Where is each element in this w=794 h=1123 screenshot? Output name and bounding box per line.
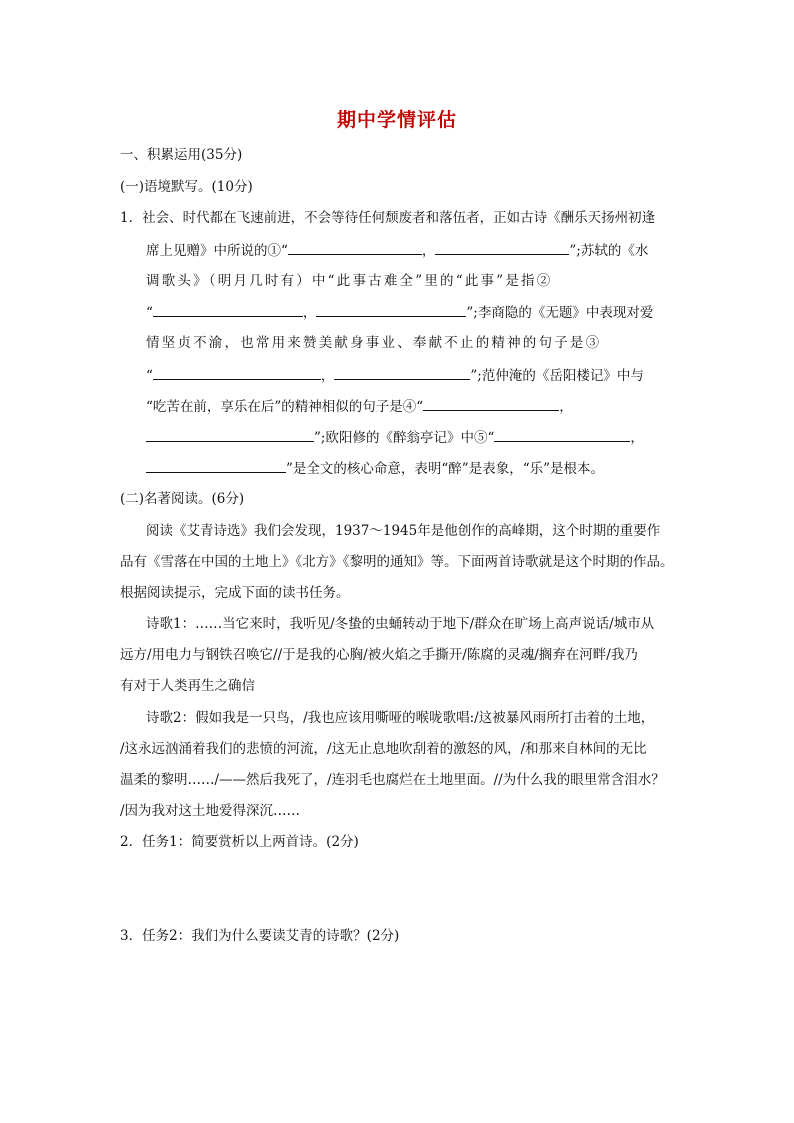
question-1-line: 1．社会、时代都在飞速前进，不会等待任何颓废者和落伍者，正如古诗《酬乐天扬州初逢	[120, 210, 656, 226]
question-1-line: “吃苦在前，享乐在后”的精神相似的句子是④“ ，	[146, 399, 573, 415]
part-heading: (二)名著阅读。(6分)	[120, 491, 245, 507]
answer-blank-2a[interactable]	[153, 303, 303, 317]
poem-2-line: /因为我对这土地爱得深沉……	[120, 803, 301, 819]
section-heading: 一、积累运用(35分)	[120, 147, 243, 163]
reading-paragraph-line: 根据阅读提示，完成下面的读书任务。	[120, 585, 350, 601]
poem-1-line: 诗歌1：……当它来时，我听见/冬蛰的虫蛹转动于地下/群众在旷场上高声说话/城市从	[146, 616, 655, 632]
part-heading: (一)语境默写。(10分)	[120, 179, 253, 195]
poem-1-line: 有对于人类再生之确信	[120, 678, 255, 694]
question-1-line: ”是全文的核心命意，表明“醉”是表象，“乐”是根本。	[146, 459, 604, 478]
poem-2-line: 温柔的黎明……/——然后我死了，/连羽毛也腐烂在土地里面。//为什么我的眼里常含泪水？	[120, 772, 665, 788]
question-1-line: ”;欧阳修的《醉翁亭记》中⑤“ ，	[146, 428, 644, 447]
answer-blank-4b[interactable]	[146, 428, 314, 442]
question-3: 3．任务2：我们为什么要读艾青的诗歌？(2分)	[120, 928, 400, 944]
poem-1-line: 远方/用电力与钢铁召唤它//于是我的心胸/被火焰之手撕开/陈腐的灵魂/搁弃在河畔/我乃	[120, 647, 638, 663]
answer-blank-4a[interactable]	[423, 397, 559, 411]
question-1-line: 席上见赠》中所说的①“ ， ”;苏轼的《水	[146, 243, 649, 259]
answer-blank-2b[interactable]	[316, 303, 466, 317]
page-title: 期中学情评估	[336, 109, 457, 131]
question-1-line: 调歌头》（明月几时有）中“此事古难全”里的“此事”是指②	[146, 273, 553, 289]
poem-2-line: /这永远汹涌着我们的悲愤的河流，/这无止息地吹刮着的激怒的风，/和那来自林间的无比	[120, 741, 647, 757]
question-1-line: “ ， ”;范仲淹的《岳阳楼记》中与	[146, 368, 644, 384]
answer-blank-1a[interactable]	[288, 241, 422, 255]
question-1-line: “ ， ”;李商隐的《无题》中表现对爱	[146, 305, 654, 321]
answer-blank-5b[interactable]	[146, 459, 286, 473]
answer-blank-1b[interactable]	[435, 241, 569, 255]
answer-blank-3b[interactable]	[334, 366, 470, 380]
reading-paragraph-line: 阅读《艾青诗选》我们会发现，1937～1945年是他创作的高峰期，这个时期的重要作	[146, 523, 661, 539]
poem-2-line: 诗歌2：假如我是一只鸟，/我也应该用嘶哑的喉咙歌唱:/这被暴风雨所打击着的土地，	[146, 710, 655, 726]
question-2: 2．任务1：简要赏析以上两首诗。(2分)	[120, 834, 359, 850]
question-1-line: 情坚贞不渝，也常用来赞美献身事业、奉献不止的精神的句子是③	[146, 335, 602, 351]
answer-blank-5a[interactable]	[494, 428, 630, 442]
answer-blank-3a[interactable]	[153, 366, 321, 380]
reading-paragraph-line: 品有《雪落在中国的土地上》《北方》《黎明的通知》等。下面两首诗歌就是这个时期的作品。	[120, 554, 674, 570]
